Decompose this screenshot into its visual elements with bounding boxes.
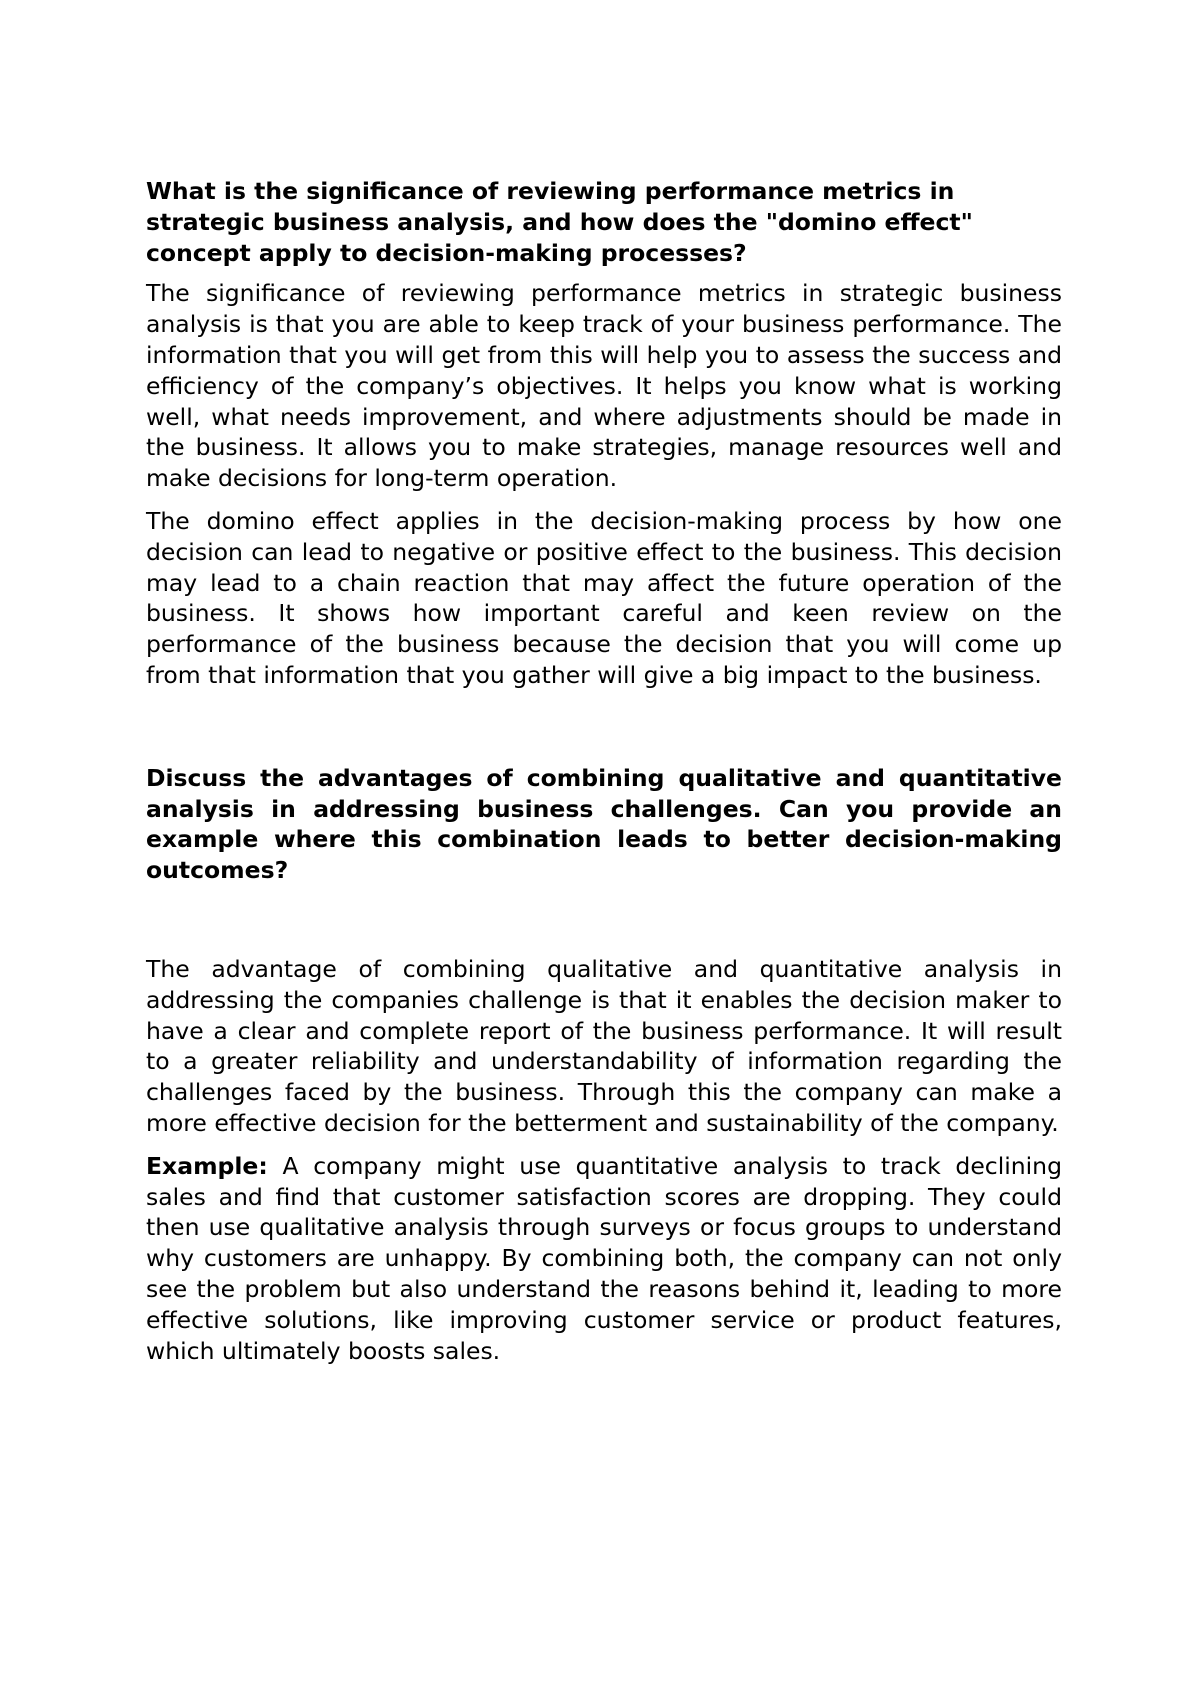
example-paragraph (146, 1151, 1062, 1367)
answer-paragraph-1: The significance of reviewing performance metrics in strategic business analysis is that you are able to keep track of your business performance. The information that you will get from this will help you to assess the success and efficiency of the company’s objectives. It helps you know what is working well, what needs improvement, and where adjustments should be made in the business. It allows you to make strategies, manage resources well and make decisions for long-term operation. (146, 279, 1062, 493)
section-spacer (146, 703, 1062, 763)
question-heading-1: What is the significance of reviewing performance metrics in strategic business analysis, and how does the "domino effect" concept apply to decision-making processes? (146, 177, 973, 267)
section-spacer (146, 896, 1062, 954)
example-label: Example: (146, 1151, 268, 1180)
answer-paragraph-2: The domino effect applies in the decision-making process by how one decision can lead to negative or positive effect to the business. This decision may lead to a chain reaction that may affect the future operation of the business. It shows how important careful and keen review on the performance of the business because the decision that you will come up from that information that you gather will give a big impact to the business. (146, 506, 1062, 689)
question-heading-2: Discuss the advantages of combining qualitative and quantitative analysis in addressing business challenges. Can you provide an example where this combination leads to better decision-making outcomes? (146, 763, 1062, 885)
document-page (146, 176, 1062, 1378)
example-text: A company might use quantitative analysis to track declining sales and find that customer satisfaction scores are dropping. They could then use qualitative analysis through surveys or focus groups to understand why customers are unhappy. By combining both, the company can not only see the problem but also understand the reasons behind it, leading to more effective solutions, like improving customer service or product features, which ultimately boosts sales. (146, 1151, 1062, 1365)
answer-paragraph-3: The advantage of combining qualitative and quantitative analysis in addressing the companies challenge is that it enables the decision maker to have a clear and complete report of the business performance. It will result to a greater reliability and understandability of information regarding the challenges faced by the business. Through this the company can make a more effective decision for the betterment and sustainability of the company. (146, 954, 1062, 1137)
